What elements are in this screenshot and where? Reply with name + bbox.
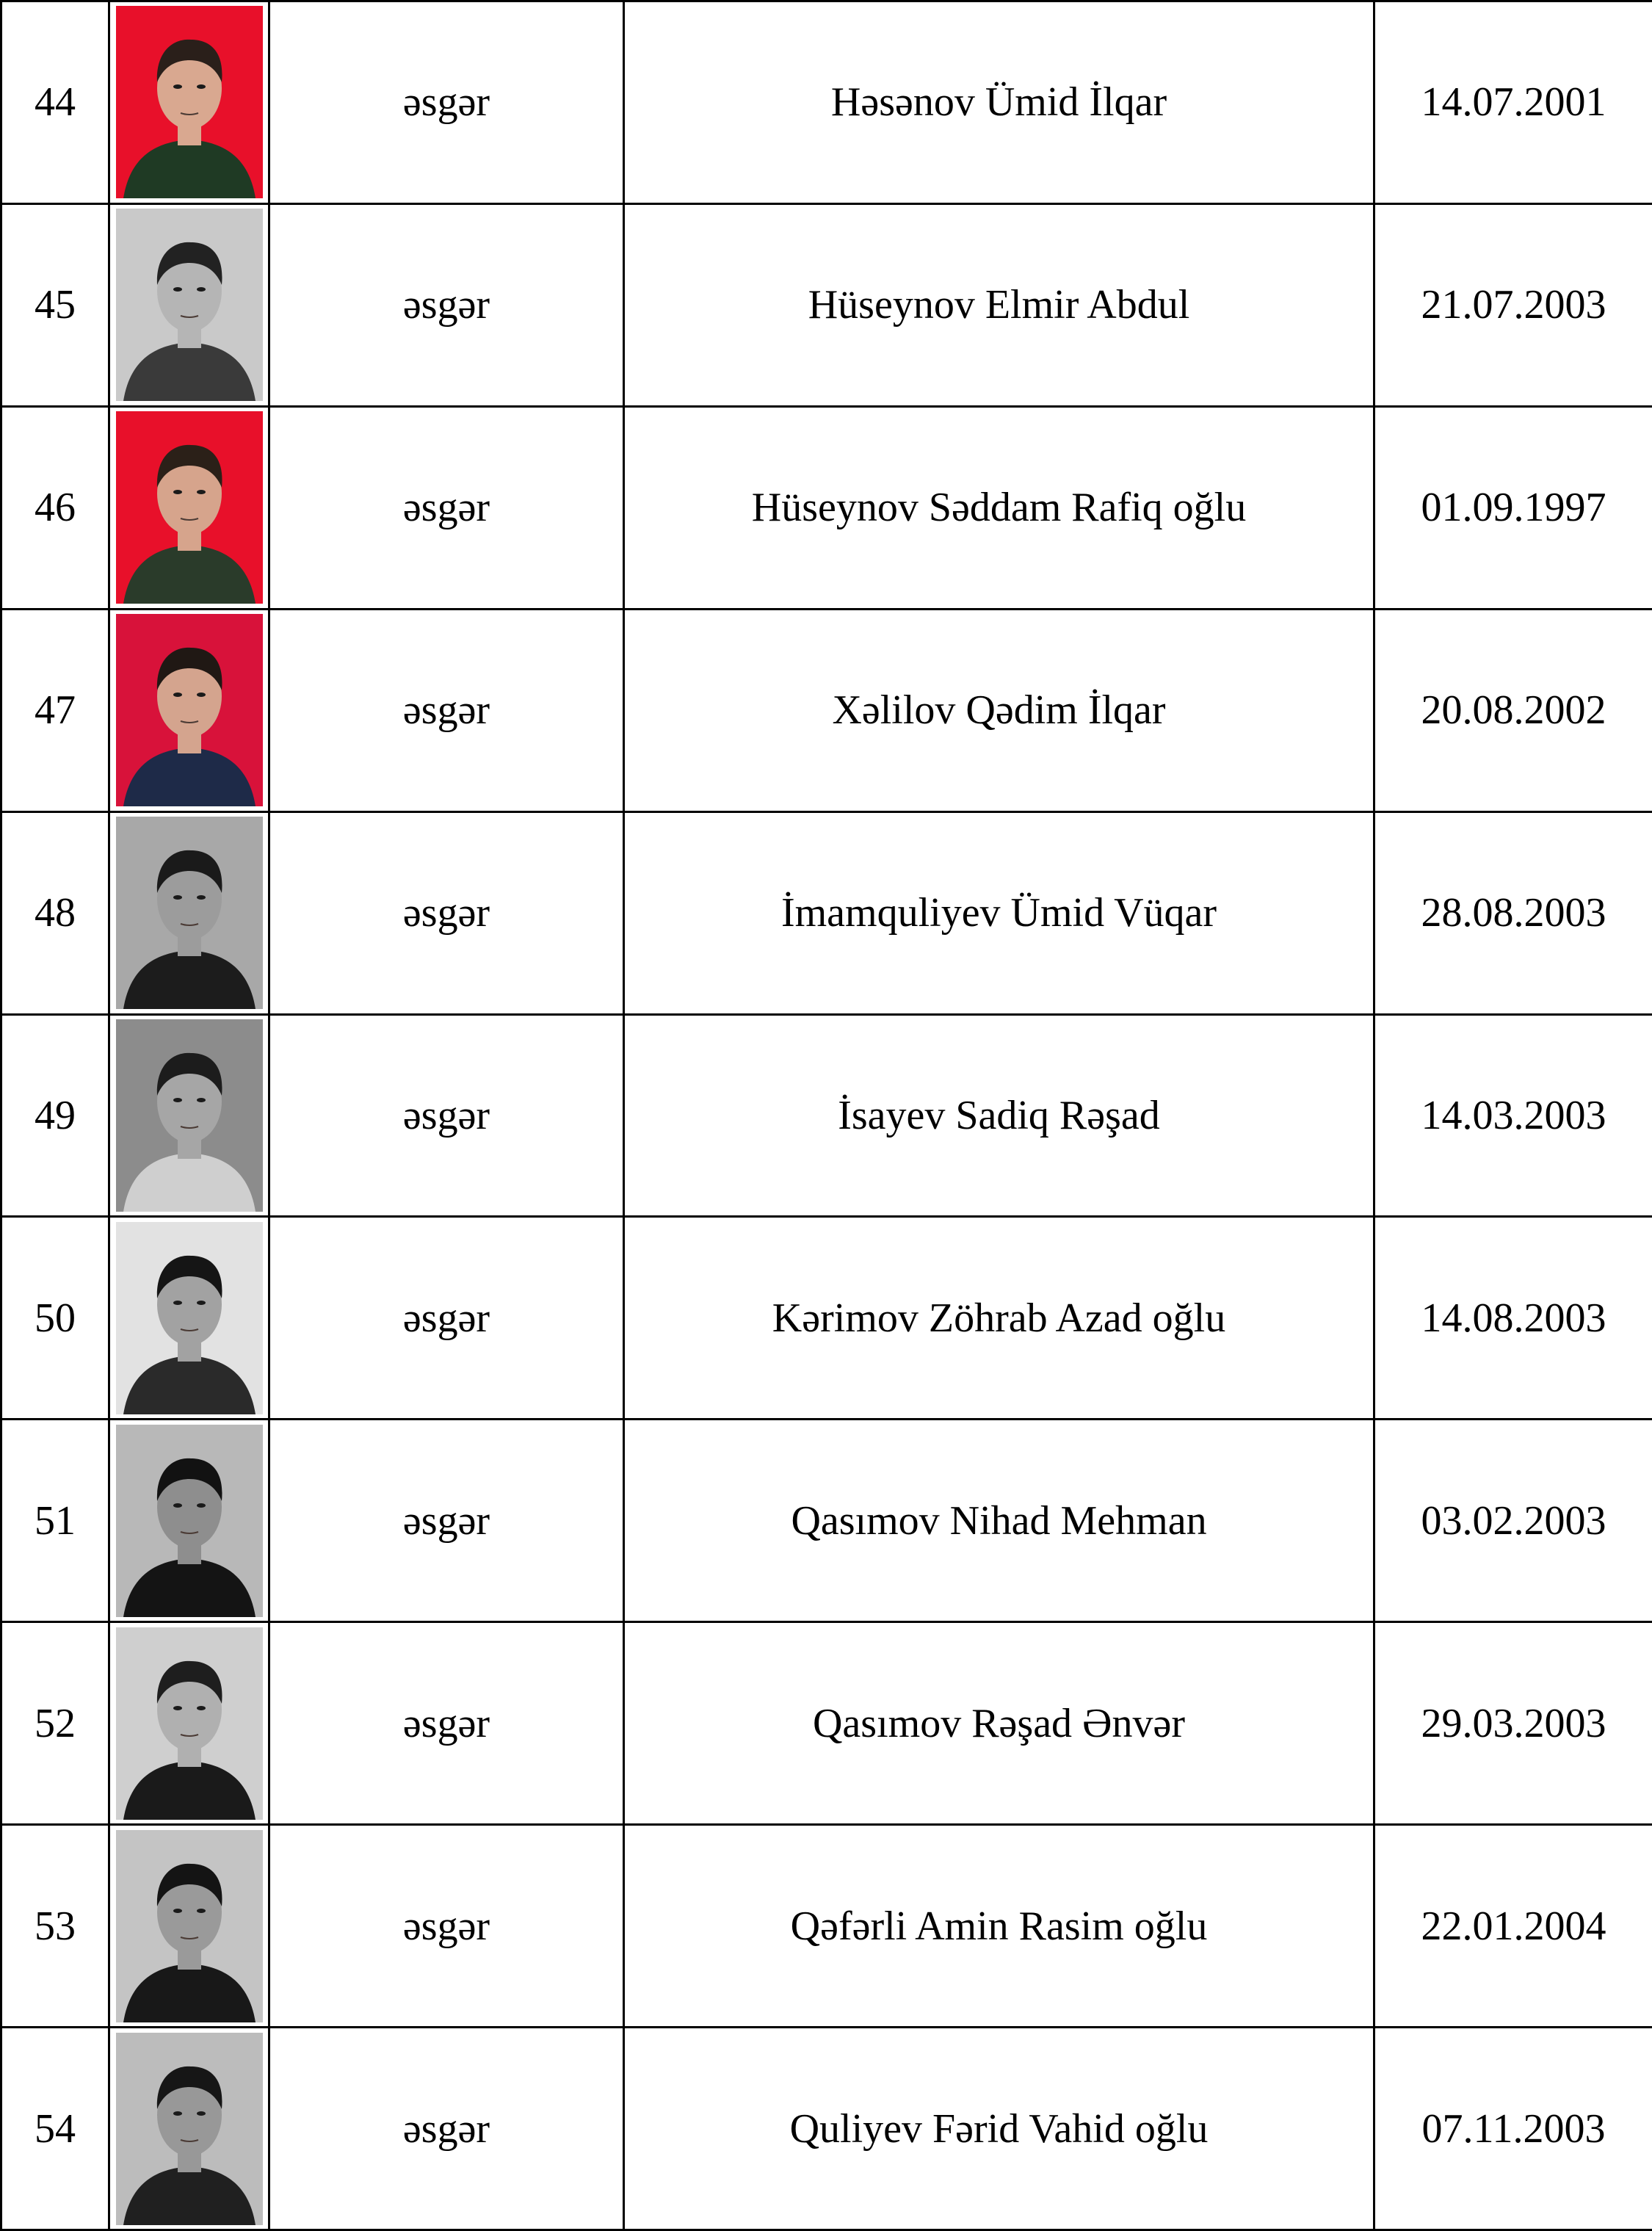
birth-date-cell: 28.08.2003	[1374, 811, 1652, 1014]
birth-date-cell: 14.07.2001	[1374, 1, 1652, 204]
portrait-illustration	[116, 411, 263, 604]
row-number: 50	[1, 1217, 109, 1420]
full-name-cell: Qəfərli Amin Rasim oğlu	[624, 1825, 1374, 2028]
rank-cell: əsgər	[269, 1217, 624, 1420]
photo-cell	[109, 609, 269, 811]
portrait-photo	[116, 614, 263, 806]
photo-cell	[109, 1420, 269, 1622]
birth-date-cell: 20.08.2002	[1374, 609, 1652, 811]
row-number: 47	[1, 609, 109, 811]
full-name-cell: İsayev Sadiq Rəşad	[624, 1014, 1374, 1217]
portrait-photo	[116, 1627, 263, 1820]
portrait-photo	[116, 1830, 263, 2022]
photo-cell	[109, 1217, 269, 1420]
portrait-illustration	[116, 6, 263, 198]
portrait-photo	[116, 817, 263, 1009]
table-row	[1, 1, 1652, 204]
rank-cell: əsgər	[269, 1, 624, 204]
portrait-photo	[116, 2033, 263, 2225]
portrait-illustration	[116, 1222, 263, 1414]
birth-date-cell: 22.01.2004	[1374, 1825, 1652, 2028]
birth-date-cell: 03.02.2003	[1374, 1420, 1652, 1622]
full-name-cell: Quliyev Fərid Vahid oğlu	[624, 2028, 1374, 2230]
birth-date-cell: 14.08.2003	[1374, 1217, 1652, 1420]
table-row	[1, 1420, 1652, 1622]
row-number: 44	[1, 1, 109, 204]
rank-cell: əsgər	[269, 1014, 624, 1217]
rank-cell: əsgər	[269, 811, 624, 1014]
table-row	[1, 1217, 1652, 1420]
row-number: 45	[1, 203, 109, 406]
table-row	[1, 406, 1652, 609]
full-name-cell: Həsənov Ümid İlqar	[624, 1, 1374, 204]
row-number: 52	[1, 1622, 109, 1825]
rank-cell: əsgər	[269, 203, 624, 406]
photo-cell	[109, 1622, 269, 1825]
birth-date-cell: 29.03.2003	[1374, 1622, 1652, 1825]
rank-cell: əsgər	[269, 1420, 624, 1622]
portrait-illustration	[116, 209, 263, 401]
portrait-illustration	[116, 1425, 263, 1617]
full-name-cell: İmamquliyev Ümid Vüqar	[624, 811, 1374, 1014]
full-name-cell: Xəlilov Qədim İlqar	[624, 609, 1374, 811]
rank-cell: əsgər	[269, 609, 624, 811]
full-name-cell: Hüseynov Elmir Abdul	[624, 203, 1374, 406]
portrait-illustration	[116, 1830, 263, 2022]
full-name-cell: Qasımov Rəşad Ənvər	[624, 1622, 1374, 1825]
birth-date-cell: 14.03.2003	[1374, 1014, 1652, 1217]
table-row	[1, 1014, 1652, 1217]
rank-cell: əsgər	[269, 1825, 624, 2028]
portrait-photo	[116, 1425, 263, 1617]
table-row	[1, 1622, 1652, 1825]
photo-cell	[109, 406, 269, 609]
full-name-cell: Kərimov Zöhrab Azad oğlu	[624, 1217, 1374, 1420]
birth-date-cell: 21.07.2003	[1374, 203, 1652, 406]
portrait-photo	[116, 209, 263, 401]
rank-cell: əsgər	[269, 1622, 624, 1825]
row-number: 51	[1, 1420, 109, 1622]
portrait-illustration	[116, 614, 263, 806]
portrait-photo	[116, 6, 263, 198]
portrait-photo	[116, 411, 263, 604]
table-row	[1, 1825, 1652, 2028]
table-row	[1, 811, 1652, 1014]
row-number: 49	[1, 1014, 109, 1217]
rank-cell: əsgər	[269, 2028, 624, 2230]
table-row	[1, 203, 1652, 406]
rank-cell: əsgər	[269, 406, 624, 609]
row-number: 48	[1, 811, 109, 1014]
photo-cell	[109, 203, 269, 406]
portrait-illustration	[116, 2033, 263, 2225]
photo-cell	[109, 811, 269, 1014]
photo-cell	[109, 1014, 269, 1217]
photo-cell	[109, 1825, 269, 2028]
photo-cell	[109, 1, 269, 204]
photo-cell	[109, 2028, 269, 2230]
portrait-photo	[116, 1019, 263, 1212]
personnel-table-body	[1, 1, 1652, 2230]
row-number: 53	[1, 1825, 109, 2028]
birth-date-cell: 07.11.2003	[1374, 2028, 1652, 2230]
row-number: 54	[1, 2028, 109, 2230]
table-row	[1, 2028, 1652, 2230]
portrait-illustration	[116, 817, 263, 1009]
portrait-illustration	[116, 1019, 263, 1212]
full-name-cell: Hüseynov Səddam Rafiq oğlu	[624, 406, 1374, 609]
portrait-illustration	[116, 1627, 263, 1820]
portrait-photo	[116, 1222, 263, 1414]
table-row	[1, 609, 1652, 811]
full-name-cell: Qasımov Nihad Mehman	[624, 1420, 1374, 1622]
birth-date-cell: 01.09.1997	[1374, 406, 1652, 609]
row-number: 46	[1, 406, 109, 609]
